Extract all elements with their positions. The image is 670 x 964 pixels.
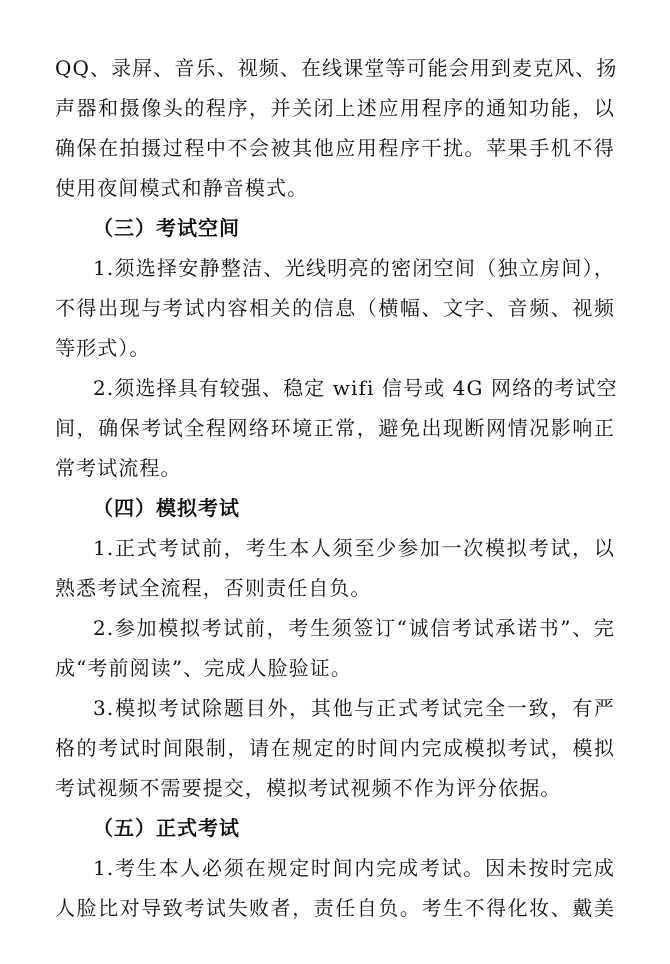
paragraph-line: 常考试流程。 [55, 456, 182, 480]
paragraph-line: 成“考前阅读”、完成人脸验证。 [55, 656, 352, 680]
paragraph-line: 1.须选择安静整洁、光线明亮的密闭空间（独立房间）， [93, 256, 615, 280]
paragraph-line: 等形式）。 [55, 336, 151, 360]
section-heading: （三）考试空间 [93, 216, 240, 240]
paragraph-line: 间，确保考试全程网络环境正常，避免出现断网情况影响正 [55, 416, 615, 440]
paragraph-line: 使用夜间模式和静音模式。 [55, 176, 309, 200]
paragraph-line: 不得出现与考试内容相关的信息（横幅、文字、音频、视频 [55, 296, 615, 320]
paragraph-line: 2.参加模拟考试前，考生须签订“诚信考试承诺书”、完 [93, 616, 615, 640]
paragraph-line: 2.须选择具有较强、稳定 wifi 信号或 4G 网络的考试空 [93, 376, 618, 400]
section-heading: （四）模拟考试 [93, 496, 240, 520]
paragraph-line: QQ、录屏、音乐、视频、在线课堂等可能会用到麦克风、扬 [55, 56, 618, 80]
paragraph-line: 1.考生本人必须在规定时间内完成考试。因未按时完成 [93, 856, 615, 880]
paragraph-line: 确保在拍摄过程中不会被其他应用程序干扰。苹果手机不得 [55, 136, 615, 160]
paragraph-line: 人脸比对导致考试失败者，责任自负。考生不得化妆、戴美 [55, 896, 615, 920]
paragraph-line: 1.正式考试前，考生本人须至少参加一次模拟考试，以 [93, 536, 615, 560]
paragraph-line: 格的考试时间限制，请在规定的时间内完成模拟考试，模拟 [55, 736, 615, 760]
paragraph-line: 考试视频不需要提交，模拟考试视频不作为评分依据。 [55, 776, 562, 800]
section-heading: （五）正式考试 [93, 816, 240, 840]
paragraph-line: 声器和摄像头的程序，并关闭上述应用程序的通知功能，以 [55, 96, 615, 120]
paragraph-line: 3.模拟考试除题目外，其他与正式考试完全一致，有严 [93, 696, 615, 720]
paragraph-line: 熟悉考试全流程，否则责任自负。 [55, 576, 372, 600]
